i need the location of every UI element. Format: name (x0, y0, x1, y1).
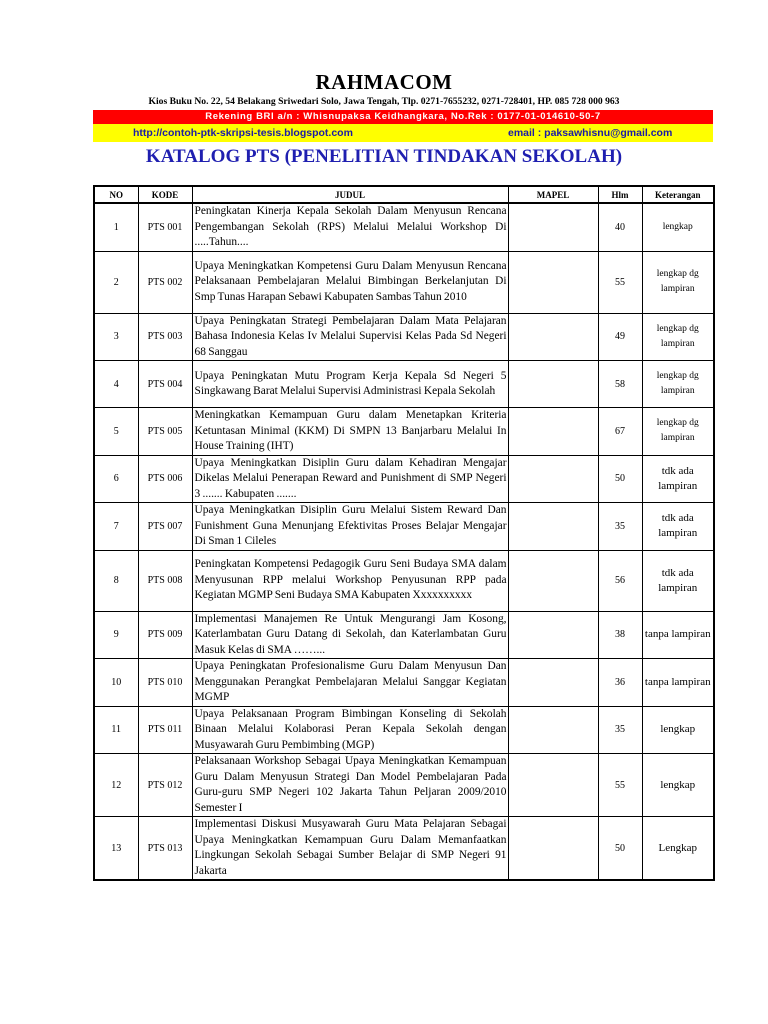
row-number: 8 (94, 550, 138, 611)
row-title: Peningkatan Kinerja Kepala Sekolah Dalam Menyusun Rencana Pengembangan Sekolah (RPS) Melalui Melalui Workshop Di .....Tahun.... (192, 203, 508, 251)
row-subject (508, 203, 598, 251)
row-number: 3 (94, 313, 138, 361)
row-subject (508, 754, 598, 817)
table-row (94, 611, 714, 659)
row-subject (508, 817, 598, 881)
table-row (94, 313, 714, 361)
bank-account-bar: Rekening BRI a/n : Whisnupaksa Keidhangkara, No.Rek : 0177-01-014610-50-7 (93, 110, 713, 124)
row-pages: 49 (598, 313, 642, 361)
table-row (94, 251, 714, 313)
row-subject (508, 706, 598, 754)
email-address[interactable]: email : paksawhisnu@gmail.com (508, 127, 673, 139)
row-code: PTS 011 (138, 706, 192, 754)
row-note: lengkap (642, 203, 714, 251)
catalog-title: KATALOG PTS (PENELITIAN TINDAKAN SEKOLAH) (145, 146, 623, 167)
row-pages: 35 (598, 503, 642, 551)
row-pages: 50 (598, 455, 642, 503)
row-title: Upaya Pelaksanaan Program Bimbingan Konseling di Sekolah Binaan Melalui Kolaborasi Peran Kepala Sekolah dengan Musyawarah Guru Pembimbing (MGP) (192, 706, 508, 754)
table-row (94, 817, 714, 881)
column-header-keterangan: Keterangan (642, 186, 714, 203)
row-note: tdk ada lampiran (642, 503, 714, 551)
row-number: 4 (94, 361, 138, 408)
row-number: 11 (94, 706, 138, 754)
column-header-kode: KODE (138, 186, 192, 203)
row-note: tdk ada lampiran (642, 550, 714, 611)
row-note: lengkap dg lampiran (642, 408, 714, 456)
row-number: 1 (94, 203, 138, 251)
row-code: PTS 006 (138, 455, 192, 503)
row-note: lengkap dg lampiran (642, 361, 714, 408)
table-row (94, 659, 714, 707)
row-title: Implementasi Diskusi Musyawarah Guru Mata Pelajaran Sebagai Upaya Meningkatkan Kemampuan Guru Dalam Memanfaatkan Lingkungan Sekolah Sebagai Sumber Belajar di SMP Negeri 91 Jakarta (192, 817, 508, 881)
row-pages: 35 (598, 706, 642, 754)
table-row (94, 361, 714, 408)
row-subject (508, 611, 598, 659)
row-subject (508, 503, 598, 551)
row-pages: 67 (598, 408, 642, 456)
catalog-table (93, 185, 715, 881)
company-address: Kios Buku No. 22, 54 Belakang Sriwedari Solo, Jawa Tengah, Tlp. 0271-7655232, 0271-728401, HP. 085 728 000 963 (148, 96, 620, 107)
row-number: 12 (94, 754, 138, 817)
row-code: PTS 010 (138, 659, 192, 707)
row-title: Upaya Meningkatkan Kompetensi Guru Dalam Menyusun Rencana Pelaksanaan Pembelajaran Melalui Bimbingan Berkelanjutan Di Smp Tunas Harapan Sebawi Kabupaten Sambas Tahun 2010 (192, 251, 508, 313)
table-row (94, 203, 714, 251)
row-title: Peningkatan Kompetensi Pedagogik Guru Seni Budaya SMA dalam Menyusunan RPP melalui Workshop Penyusunan RPP pada Kegiatan MGMP Seni Budaya SMA Kabupaten Xxxxxxxxxx (192, 550, 508, 611)
row-note: lengkap (642, 706, 714, 754)
row-code: PTS 009 (138, 611, 192, 659)
row-code: PTS 012 (138, 754, 192, 817)
row-number: 2 (94, 251, 138, 313)
row-pages: 36 (598, 659, 642, 707)
row-pages: 55 (598, 251, 642, 313)
row-title: Upaya Meningkatkan Disiplin Guru Melalui Sistem Reward Dan Funishment Guna Menunjang Efektivitas Proses Belajar Mengajar Di Sman 1 Cileles (192, 503, 508, 551)
row-title: Upaya Peningkatan Strategi Pembelajaran Dalam Mata Pelajaran Bahasa Indonesia Kelas Iv Melalui Supervisi Kelas Pada Sd Negeri 68 Sanggau (192, 313, 508, 361)
table-row (94, 455, 714, 503)
row-subject (508, 550, 598, 611)
row-code: PTS 005 (138, 408, 192, 456)
company-name: RAHMACOM (315, 70, 453, 94)
column-header-hlm: Hlm (598, 186, 642, 203)
column-header-mapel: MAPEL (508, 186, 598, 203)
row-note: lengkap (642, 754, 714, 817)
row-code: PTS 002 (138, 251, 192, 313)
row-note: tanpa lampiran (642, 611, 714, 659)
table-row (94, 706, 714, 754)
row-number: 9 (94, 611, 138, 659)
row-code: PTS 003 (138, 313, 192, 361)
row-title: Implementasi Manajemen Re Untuk Mengurangi Jam Kosong, Katerlambatan Guru Datang di Sekolah, dan Katerlambatan Guru Masuk Kelas di SMA ……... (192, 611, 508, 659)
row-note: tanpa lampiran (642, 659, 714, 707)
table-header-row (94, 186, 714, 203)
row-number: 7 (94, 503, 138, 551)
row-subject (508, 251, 598, 313)
row-subject (508, 313, 598, 361)
row-number: 6 (94, 455, 138, 503)
row-code: PTS 008 (138, 550, 192, 611)
row-subject (508, 361, 598, 408)
contact-bar (93, 124, 713, 142)
row-number: 13 (94, 817, 138, 881)
row-title: Upaya Peningkatan Mutu Program Kerja Kepala Sd Negeri 5 Singkawang Barat Melalui Supervisi Administrasi Kepala Sekolah (192, 361, 508, 408)
table-row (94, 754, 714, 817)
blog-link[interactable]: http://contoh-ptk-skripsi-tesis.blogspot.com (133, 127, 353, 139)
row-subject (508, 408, 598, 456)
row-subject (508, 659, 598, 707)
row-note: lengkap dg lampiran (642, 313, 714, 361)
row-pages: 50 (598, 817, 642, 881)
column-header-judul: JUDUL (192, 186, 508, 203)
column-header-no: NO (94, 186, 138, 203)
row-pages: 38 (598, 611, 642, 659)
row-note: lengkap dg lampiran (642, 251, 714, 313)
table-row (94, 503, 714, 551)
row-title: Upaya Peningkatan Profesionalisme Guru Dalam Menyusun Dan Menggunakan Perangkat Pembelajaran Melalui Sanggar Kegiatan MGMP (192, 659, 508, 707)
row-pages: 55 (598, 754, 642, 817)
row-subject (508, 455, 598, 503)
row-code: PTS 001 (138, 203, 192, 251)
row-note: tdk ada lampiran (642, 455, 714, 503)
row-number: 5 (94, 408, 138, 456)
row-pages: 56 (598, 550, 642, 611)
table-row (94, 550, 714, 611)
row-pages: 40 (598, 203, 642, 251)
row-title: Pelaksanaan Workshop Sebagai Upaya Meningkatkan Kemampuan Guru Dalam Menyusun Strategi Dan Model Pembelajaran Pada Guru-guru SMP Negeri 102 Jakarta Tahun Peljaran 2009/2010 Semester I (192, 754, 508, 817)
row-title: Meningkatkan Kemampuan Guru dalam Menetapkan Kriteria Ketuntasan Minimal (KKM) Di SMPN 13 Banjarbaru Melalui In House Training (IHT) (192, 408, 508, 456)
table-row (94, 408, 714, 456)
row-pages: 58 (598, 361, 642, 408)
row-code: PTS 007 (138, 503, 192, 551)
row-number: 10 (94, 659, 138, 707)
row-code: PTS 013 (138, 817, 192, 881)
row-note: Lengkap (642, 817, 714, 881)
row-code: PTS 004 (138, 361, 192, 408)
row-title: Upaya Meningkatkan Disiplin Guru dalam Kehadiran Mengajar Dikelas Melalui Penerapan Reward and Punishment di SMP Negeri 3 ....... Kabupaten ....... (192, 455, 508, 503)
